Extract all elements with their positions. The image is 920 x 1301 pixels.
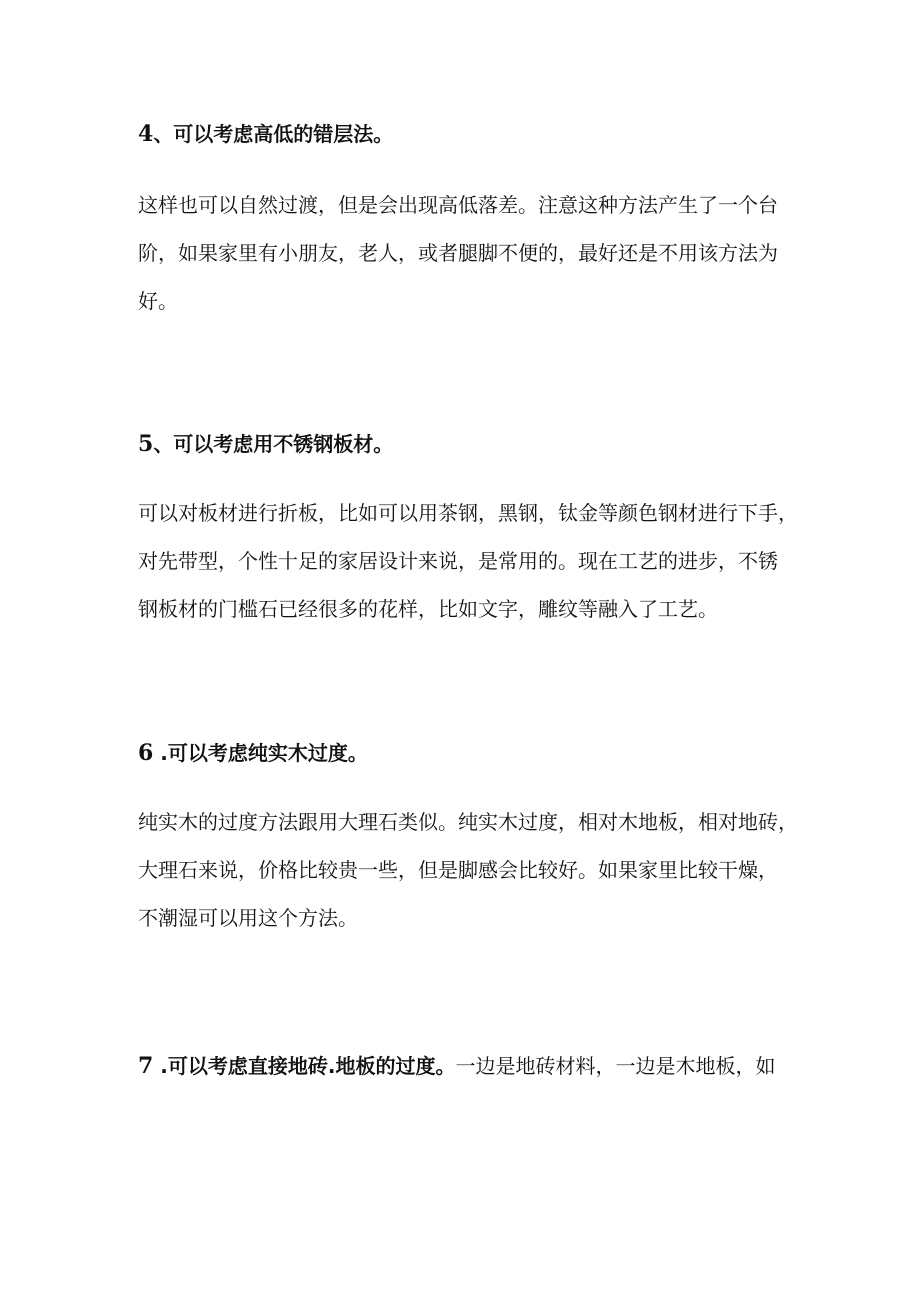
- paragraph-line: 好。: [138, 289, 178, 313]
- paragraph-line: 纯实木的过度方法跟用大理石类似。纯实木过度，相对木地板，相对地砖，: [138, 810, 798, 834]
- section-6-heading: [138, 739, 368, 767]
- paragraph-line: 阶，如果家里有小朋友，老人，或者腿脚不便的，最好还是不用该方法为: [138, 241, 778, 265]
- paragraph-line: 这样也可以自然过渡，但是会出现高低落差。注意这种方法产生了一个台: [138, 193, 778, 217]
- section-5-title: 、可以考虑用不锈钢板材。: [153, 432, 394, 456]
- paragraph-line: 钢板材的门槛石已经很多的花样，比如文字，雕纹等融入了工艺。: [138, 597, 718, 621]
- paragraph-line: 不潮湿可以用这个方法。: [138, 906, 358, 930]
- section-6-title: .可以考虑纯实木过度。: [153, 741, 368, 765]
- paragraph-line: 大理石来说，价格比较贵一些，但是脚感会比较好。如果家里比较干燥，: [138, 858, 778, 882]
- paragraph-line: 对先带型，个性十足的家居设计来说，是常用的。现在工艺的进步，不锈: [138, 549, 778, 573]
- section-7-tail-text: 一边是地砖材料，一边是木地板，如: [455, 1054, 776, 1078]
- section-6-number: 6: [138, 740, 154, 766]
- section-7-heading: [138, 1052, 775, 1080]
- section-4-title: 、可以考虑高低的错层法。: [153, 122, 394, 146]
- section-7-number: 7: [138, 1053, 154, 1079]
- section-4-heading: [138, 120, 393, 148]
- section-7-title: .可以考虑直接地砖.地板的过度。: [153, 1054, 456, 1078]
- section-5-number: 5: [138, 431, 154, 457]
- section-5-paragraph: [138, 489, 798, 633]
- section-4-number: 4: [138, 121, 154, 147]
- section-6-paragraph: [138, 798, 798, 942]
- section-4-paragraph: [138, 181, 798, 325]
- paragraph-line: 可以对板材进行折板，比如可以用茶钢，黑钢，钛金等颜色钢材进行下手，: [138, 501, 798, 525]
- section-5-heading: [138, 430, 393, 458]
